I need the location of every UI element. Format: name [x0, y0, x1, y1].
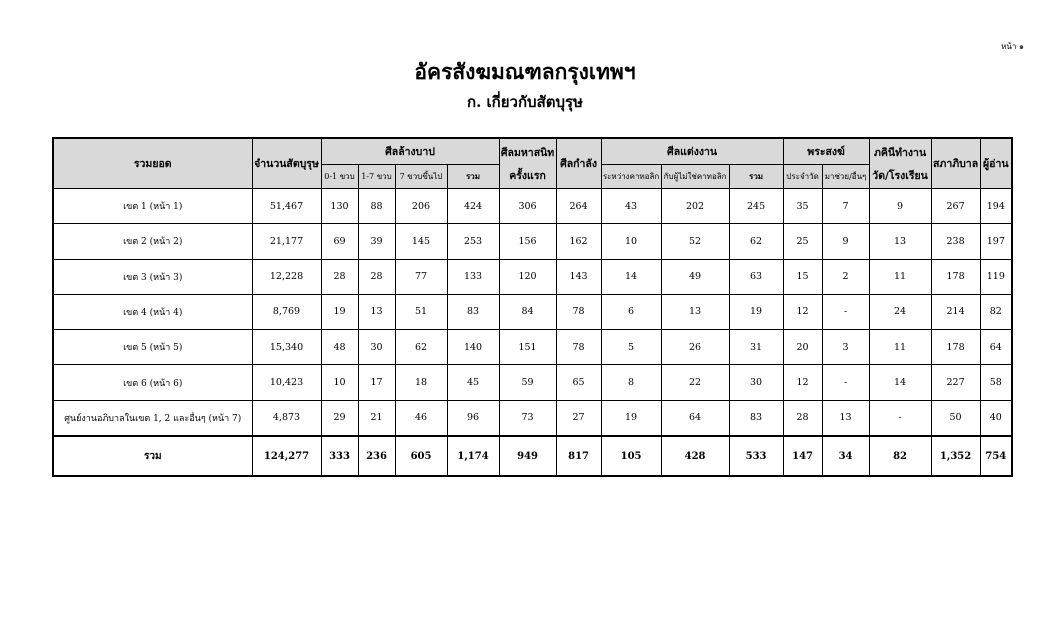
- table-cell: 51,467: [252, 189, 321, 224]
- table-cell: 69: [321, 224, 358, 259]
- header-baptism-total: รวม: [447, 165, 499, 189]
- table-cell: 264: [556, 189, 601, 224]
- table-cell: 140: [447, 330, 499, 365]
- table-cell: 31: [729, 330, 783, 365]
- table-cell: 120: [499, 259, 556, 294]
- table-cell: 25: [783, 224, 822, 259]
- row-label: ศูนย์งานอภิบาลในเขต 1, 2 และอื่นๆ (หน้า 7): [53, 400, 252, 436]
- table-cell: 2: [822, 259, 869, 294]
- table-cell: 30: [358, 330, 395, 365]
- table-cell: 151: [499, 330, 556, 365]
- table-cell: 64: [661, 400, 729, 436]
- table-cell: 14: [601, 259, 661, 294]
- table-cell: 45: [447, 365, 499, 400]
- table-cell: 73: [499, 400, 556, 436]
- table-row: [53, 189, 1012, 224]
- table-cell: 48: [321, 330, 358, 365]
- header-sisters-line2: วัด/โรงเรียน: [872, 169, 928, 182]
- table-cell: 5: [601, 330, 661, 365]
- row-label: เขต 2 (หน้า 2): [53, 224, 252, 259]
- total-cell: 147: [783, 436, 822, 476]
- row-label: เขต 5 (หน้า 5): [53, 330, 252, 365]
- header-priests-assisting: มาช่วย/อื่นๆ: [822, 165, 869, 189]
- table-cell: 178: [931, 330, 980, 365]
- table-cell: 84: [499, 294, 556, 329]
- page-number: หน้า ๑: [1001, 42, 1024, 51]
- header-marriage-mixed: กับผู้ไม่ใช่คาทอลิก: [661, 165, 729, 189]
- table-cell: 62: [729, 224, 783, 259]
- table-cell: 8,769: [252, 294, 321, 329]
- table-cell: 202: [661, 189, 729, 224]
- table-cell: 24: [869, 294, 931, 329]
- total-cell: 34: [822, 436, 869, 476]
- table-cell: 145: [395, 224, 447, 259]
- table-cell: 130: [321, 189, 358, 224]
- table-cell: -: [822, 365, 869, 400]
- table-cell: 12: [783, 365, 822, 400]
- header-baptism-7-up: 7 ขวบขึ้นไป: [395, 165, 447, 189]
- table-cell: 162: [556, 224, 601, 259]
- table-cell: 30: [729, 365, 783, 400]
- table-cell: 83: [729, 400, 783, 436]
- header-population: จำนวนสัตบุรุษ: [252, 138, 321, 189]
- total-cell: 605: [395, 436, 447, 476]
- table-cell: 10,423: [252, 365, 321, 400]
- table-cell: 6: [601, 294, 661, 329]
- table-cell: 28: [358, 259, 395, 294]
- row-label: เขต 6 (หน้า 6): [53, 365, 252, 400]
- table-cell: 65: [556, 365, 601, 400]
- header-marriage-catholic: ระหว่างคาทอลิก: [601, 165, 661, 189]
- table-cell: 21,177: [252, 224, 321, 259]
- table-cell: 58: [980, 365, 1012, 400]
- table-cell: -: [869, 400, 931, 436]
- table-cell: 19: [729, 294, 783, 329]
- total-cell: 949: [499, 436, 556, 476]
- table-cell: 12,228: [252, 259, 321, 294]
- header-readers: ผู้อ่าน: [980, 138, 1012, 189]
- table-cell: 11: [869, 259, 931, 294]
- total-cell: 124,277: [252, 436, 321, 476]
- table-cell: 96: [447, 400, 499, 436]
- table-cell: 13: [358, 294, 395, 329]
- table-cell: 194: [980, 189, 1012, 224]
- table-cell: 20: [783, 330, 822, 365]
- table-cell: 119: [980, 259, 1012, 294]
- table-cell: 27: [556, 400, 601, 436]
- table-cell: 43: [601, 189, 661, 224]
- table-cell: 21: [358, 400, 395, 436]
- table-cell: 28: [321, 259, 358, 294]
- table-cell: 11: [869, 330, 931, 365]
- table-cell: 15,340: [252, 330, 321, 365]
- table-cell: 9: [869, 189, 931, 224]
- table-cell: 253: [447, 224, 499, 259]
- table-cell: 7: [822, 189, 869, 224]
- table-cell: 227: [931, 365, 980, 400]
- row-label: เขต 3 (หน้า 3): [53, 259, 252, 294]
- total-cell: 333: [321, 436, 358, 476]
- table-cell: 13: [661, 294, 729, 329]
- total-row: [53, 436, 1012, 476]
- table-row: [53, 259, 1012, 294]
- table-cell: 29: [321, 400, 358, 436]
- table-cell: 14: [869, 365, 931, 400]
- table-row: [53, 330, 1012, 365]
- document-title: อัครสังฆมณฑลกรุงเทพฯ: [414, 59, 636, 84]
- table-row: [53, 400, 1012, 436]
- row-label: เขต 4 (หน้า 4): [53, 294, 252, 329]
- table-row: [53, 294, 1012, 329]
- table-cell: 17: [358, 365, 395, 400]
- total-cell: 533: [729, 436, 783, 476]
- table-cell: 88: [358, 189, 395, 224]
- table-cell: 206: [395, 189, 447, 224]
- table-cell: 77: [395, 259, 447, 294]
- table-cell: 15: [783, 259, 822, 294]
- table-cell: 52: [661, 224, 729, 259]
- table-cell: 13: [869, 224, 931, 259]
- table-cell: 3: [822, 330, 869, 365]
- table-cell: 156: [499, 224, 556, 259]
- table-cell: 63: [729, 259, 783, 294]
- row-label: เขต 1 (หน้า 1): [53, 189, 252, 224]
- header-baptism-0-1: 0-1 ขวบ: [321, 165, 358, 189]
- total-cell: 1,352: [931, 436, 980, 476]
- table-cell: 306: [499, 189, 556, 224]
- header-confirmation: ศีลกำลัง: [556, 138, 601, 189]
- table-cell: 19: [321, 294, 358, 329]
- table-cell: 49: [661, 259, 729, 294]
- table-cell: 78: [556, 294, 601, 329]
- table-cell: 214: [931, 294, 980, 329]
- header-sisters-line1: ภคินีทำงาน: [873, 146, 927, 159]
- header-summary: รวมยอด: [53, 138, 252, 189]
- total-row-label: รวม: [53, 436, 252, 476]
- header-priests-resident: ประจำวัด: [783, 165, 822, 189]
- table-cell: 424: [447, 189, 499, 224]
- header-priests-group: พระสงฆ์: [783, 138, 869, 165]
- table-cell: 51: [395, 294, 447, 329]
- document-subtitle: ก. เกี่ยวกับสัตบุรุษ: [467, 93, 583, 111]
- table-cell: 245: [729, 189, 783, 224]
- table-cell: 238: [931, 224, 980, 259]
- table-cell: 133: [447, 259, 499, 294]
- table-row: [53, 365, 1012, 400]
- table-cell: 22: [661, 365, 729, 400]
- header-baptism-1-7: 1-7 ขวบ: [358, 165, 395, 189]
- header-first-communion-line2: ครั้งแรก: [509, 169, 546, 182]
- total-cell: 105: [601, 436, 661, 476]
- table-cell: -: [822, 294, 869, 329]
- table-cell: 64: [980, 330, 1012, 365]
- table-cell: 178: [931, 259, 980, 294]
- table-cell: 13: [822, 400, 869, 436]
- table-cell: 59: [499, 365, 556, 400]
- total-cell: 754: [980, 436, 1012, 476]
- header-parish-council: สภาภิบาล: [931, 138, 980, 189]
- table-cell: 46: [395, 400, 447, 436]
- table-cell: 8: [601, 365, 661, 400]
- table-cell: 82: [980, 294, 1012, 329]
- table-cell: 50: [931, 400, 980, 436]
- table-cell: 10: [601, 224, 661, 259]
- table-cell: 143: [556, 259, 601, 294]
- table-body: [53, 189, 1012, 437]
- table-cell: 39: [358, 224, 395, 259]
- header-marriage-total: รวม: [729, 165, 783, 189]
- header-first-communion: [499, 138, 556, 189]
- table-cell: 78: [556, 330, 601, 365]
- table-cell: 9: [822, 224, 869, 259]
- total-cell: 428: [661, 436, 729, 476]
- table-cell: 267: [931, 189, 980, 224]
- table-cell: 12: [783, 294, 822, 329]
- statistics-table: [52, 137, 1013, 477]
- table-cell: 83: [447, 294, 499, 329]
- header-baptism-group: ศีลล้างบาป: [321, 138, 499, 165]
- table-cell: 4,873: [252, 400, 321, 436]
- table-cell: 35: [783, 189, 822, 224]
- header-sisters: [869, 138, 931, 189]
- total-cell: 817: [556, 436, 601, 476]
- header-first-communion-line1: ศีลมหาสนิท: [500, 146, 555, 159]
- total-cell: 82: [869, 436, 931, 476]
- table-cell: 197: [980, 224, 1012, 259]
- table-cell: 18: [395, 365, 447, 400]
- table-cell: 40: [980, 400, 1012, 436]
- total-cell: 1,174: [447, 436, 499, 476]
- table-cell: 10: [321, 365, 358, 400]
- table-row: [53, 224, 1012, 259]
- table-cell: 62: [395, 330, 447, 365]
- total-cell: 236: [358, 436, 395, 476]
- table-cell: 28: [783, 400, 822, 436]
- header-marriage-group: ศีลแต่งงาน: [601, 138, 783, 165]
- table-cell: 19: [601, 400, 661, 436]
- table-cell: 26: [661, 330, 729, 365]
